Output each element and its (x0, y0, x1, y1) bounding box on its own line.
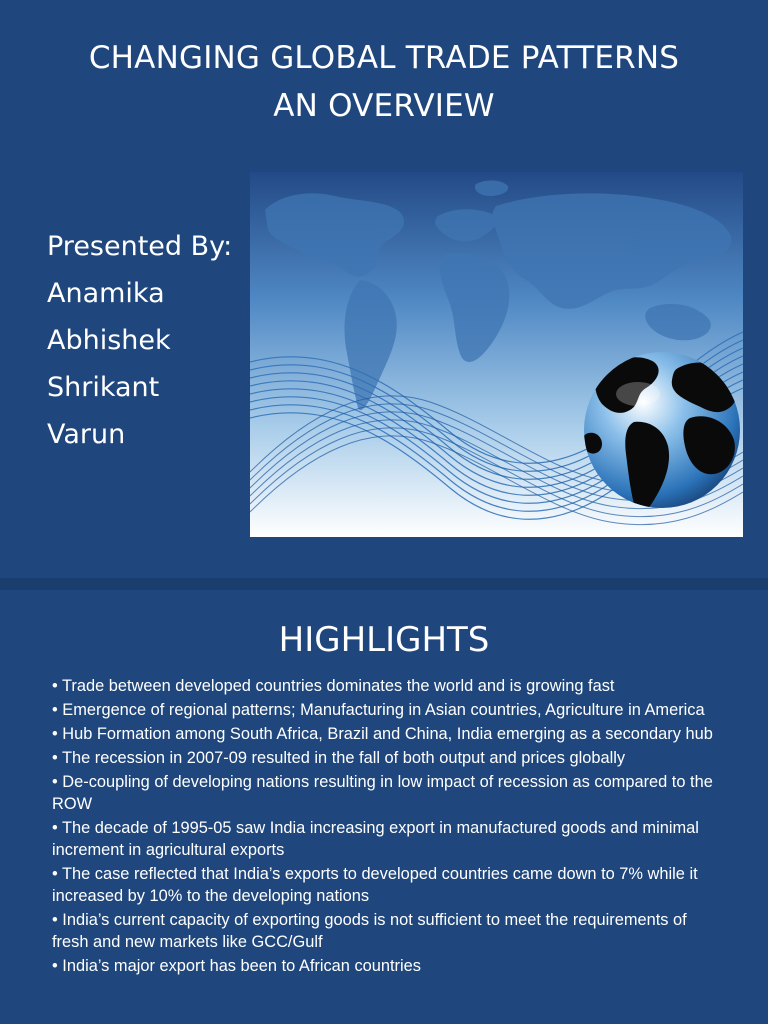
list-item: • The case reflected that India’s exports to developed countries came down to 7% while it increased by 10% to the developing nations (52, 865, 698, 905)
highlights-slide (0, 590, 768, 1024)
globe-illustration (250, 172, 743, 537)
list-item: • The recession in 2007-09 resulted in the fall of both output and prices globally (52, 749, 626, 767)
slide-title (0, 34, 768, 130)
presenter-name: Anamika (47, 278, 165, 309)
title-line-2: AN OVERVIEW (273, 88, 495, 124)
list-item: • De-coupling of developing nations resulting in low impact of recession as compared to the ROW (52, 773, 713, 813)
presenter-name: Abhishek (47, 325, 171, 356)
list-item: • Emergence of regional patterns; Manufacturing in Asian countries, Agriculture in America (52, 701, 705, 719)
highlights-title: HIGHLIGHTS (278, 620, 490, 660)
list-item: • India’s current capacity of exporting goods is not sufficient to meet the requirements of fresh and new markets like GCC/Gulf (52, 911, 687, 951)
list-item: • The decade of 1995-05 saw India increasing export in manufactured goods and minimal increment in agricultural exports (52, 819, 699, 859)
title-line-1: CHANGING GLOBAL TRADE PATTERNS (88, 40, 680, 76)
presented-by-label: Presented By: (47, 231, 233, 262)
presenter-name: Varun (47, 419, 126, 450)
list-item: • Trade between developed countries dominates the world and is growing fast (52, 677, 615, 695)
list-item: • Hub Formation among South Africa, Brazil and China, India emerging as a secondary hub (52, 725, 713, 743)
list-item: • India’s major export has been to African countries (52, 957, 421, 975)
highlights-list (52, 675, 722, 979)
presenter-list (47, 223, 232, 458)
presenter-name: Shrikant (47, 372, 160, 403)
slide-divider (0, 578, 768, 590)
world-map-globe-image (250, 172, 743, 537)
